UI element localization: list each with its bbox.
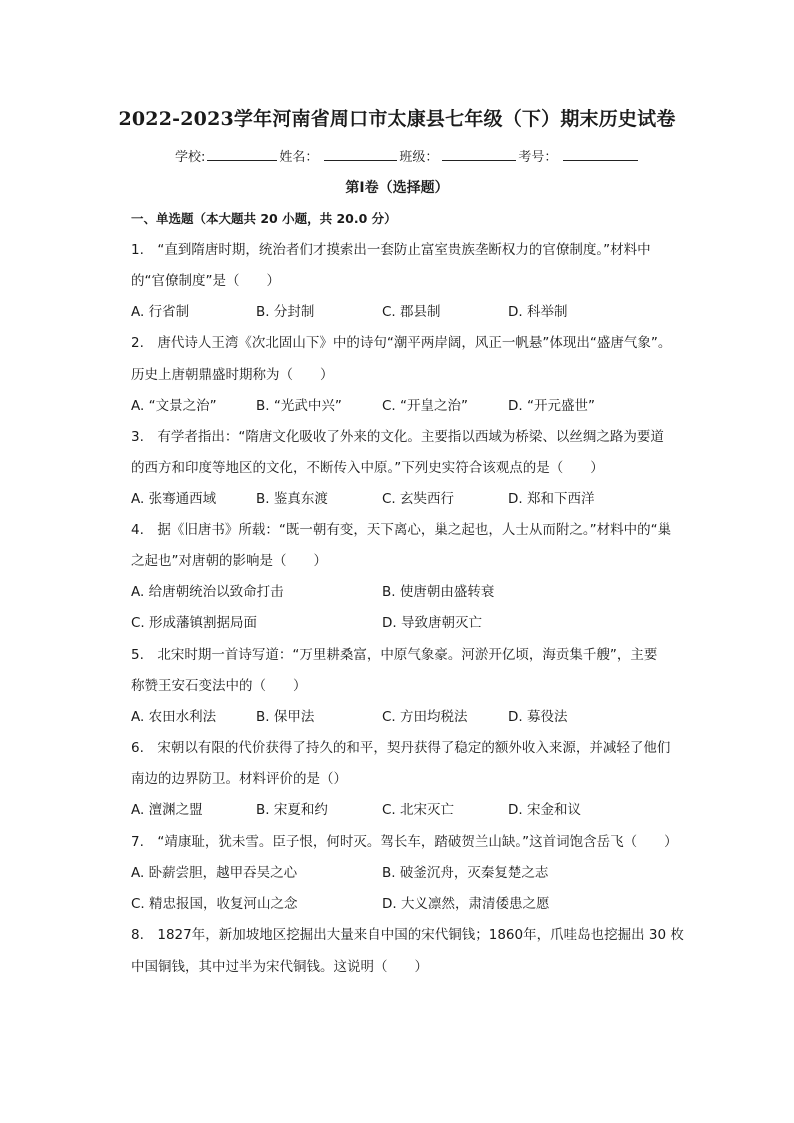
question-2-line-2: 历史上唐朝鼎盛时期称为（ ）: [131, 367, 334, 383]
question-7-option-c[interactable]: C. 精忠报国，收复河山之念: [131, 896, 298, 912]
exam-number-blank[interactable]: [563, 148, 638, 161]
question-1-line-2: 的“官僚制度”是（ ）: [131, 273, 280, 289]
question-8-line-2: 中国铜钱，其中过半为宋代铜钱。这说明（ ）: [131, 959, 428, 975]
school-label: 学校:: [175, 150, 206, 165]
question-6-option-a[interactable]: A. 澶渊之盟: [131, 802, 203, 818]
question-5-line-2: 称赞王安石变法中的（ ）: [131, 678, 307, 694]
question-6-option-b[interactable]: B. 宋夏和约: [256, 802, 328, 818]
name-label: 姓名：: [279, 150, 319, 165]
question-2-option-b[interactable]: B. “光武中兴”: [256, 398, 342, 414]
student-info-row: [175, 146, 640, 165]
question-2-option-c[interactable]: C. “开皇之治”: [382, 398, 468, 414]
question-3-option-b[interactable]: B. 鉴真东渡: [256, 491, 328, 507]
question-4-option-d[interactable]: D. 导致唐朝灭亡: [382, 615, 482, 631]
question-5-line-1: 5. 北宋时期一首诗写道：“万里耕桑富，中原气象豪。河淤开亿顷，海贡集千艘”，主要: [131, 647, 658, 663]
question-2-option-a[interactable]: A. “文景之治”: [131, 398, 217, 414]
question-3-line-1: 3. 有学者指出：“隋唐文化吸收了外来的文化。主要指以西域为桥梁、以丝绸之路为要道: [131, 429, 664, 445]
question-4-option-b[interactable]: B. 使唐朝由盛转衰: [382, 584, 495, 600]
exam-title: 2022-2023学年河南省周口市太康县七年级（下）期末历史试卷: [118, 108, 676, 130]
question-2-line-1: 2. 唐代诗人王湾《次北固山下》中的诗句“潮平两岸阔，风正一帆悬”体现出“盛唐气象”。: [131, 335, 672, 351]
question-4-option-c[interactable]: C. 形成藩镇割据局面: [131, 615, 258, 631]
section-title: 第I卷（选择题）: [345, 180, 449, 196]
class-label: 班级：: [399, 150, 439, 165]
question-1-option-d[interactable]: D. 科举制: [508, 304, 568, 320]
class-blank[interactable]: [442, 148, 516, 161]
question-6-line-1: 6. 宋朝以有限的代价获得了持久的和平，契丹获得了稳定的额外收入来源，并减轻了他们: [131, 740, 671, 756]
question-7-option-d[interactable]: D. 大义凛然，肃清倭患之愿: [382, 896, 550, 912]
question-1-option-a[interactable]: A. 行省制: [131, 304, 190, 320]
question-6-option-c[interactable]: C. 北宋灭亡: [382, 802, 455, 818]
question-5-option-c[interactable]: C. 方田均税法: [382, 709, 468, 725]
question-3-line-2: 的西方和印度等地区的文化，不断传入中原。”下列史实符合该观点的是（ ）: [131, 460, 604, 476]
name-blank[interactable]: [324, 148, 397, 161]
question-7-option-b[interactable]: B. 破釜沉舟，灭秦复楚之志: [382, 865, 549, 881]
question-8-line-1: 8. 1827年，新加坡地区挖掘出大量来自中国的宋代铜钱；1860年，爪哇岛也挖掘出 30 枚: [131, 927, 684, 943]
exam-number-label: 考号：: [518, 150, 558, 165]
question-1-option-b[interactable]: B. 分封制: [256, 304, 315, 320]
question-4-line-2: 之起也”对唐朝的影响是（ ）: [131, 553, 327, 569]
question-6-line-2: 南边的边界防卫。材料评价的是（）: [131, 771, 347, 787]
question-2-option-d[interactable]: D. “开元盛世”: [508, 398, 595, 414]
question-7-line-1: 7. “靖康耻，犹未雪。臣子恨，何时灭。驾长车，踏破贺兰山缺。”这首词饱含岳飞（ ）: [131, 834, 678, 850]
subsection-title: 一、单选题（本大题共 20 小题，共 20.0 分）: [131, 211, 397, 226]
question-6-option-d[interactable]: D. 宋金和议: [508, 802, 581, 818]
question-3-option-a[interactable]: A. 张骞通西域: [131, 491, 217, 507]
question-3-option-d[interactable]: D. 郑和下西洋: [508, 491, 595, 507]
question-5-option-a[interactable]: A. 农田水利法: [131, 709, 217, 725]
question-7-option-a[interactable]: A. 卧薪尝胆，越甲吞吴之心: [131, 865, 298, 881]
question-4-line-1: 4. 据《旧唐书》所载：“既一朝有变，天下离心，巢之起也，人士从而附之。”材料中的“巢: [131, 522, 672, 538]
question-1-line-1: 1. “直到隋唐时期，统治者们才摸索出一套防止富室贵族垄断权力的官僚制度。”材料中: [131, 242, 651, 258]
question-4-option-a[interactable]: A. 给唐朝统治以致命打击: [131, 584, 284, 600]
question-5-option-b[interactable]: B. 保甲法: [256, 709, 315, 725]
question-1-option-c[interactable]: C. 郡县制: [382, 304, 441, 320]
question-5-option-d[interactable]: D. 募役法: [508, 709, 568, 725]
question-3-option-c[interactable]: C. 玄奘西行: [382, 491, 455, 507]
school-blank[interactable]: [207, 148, 277, 161]
